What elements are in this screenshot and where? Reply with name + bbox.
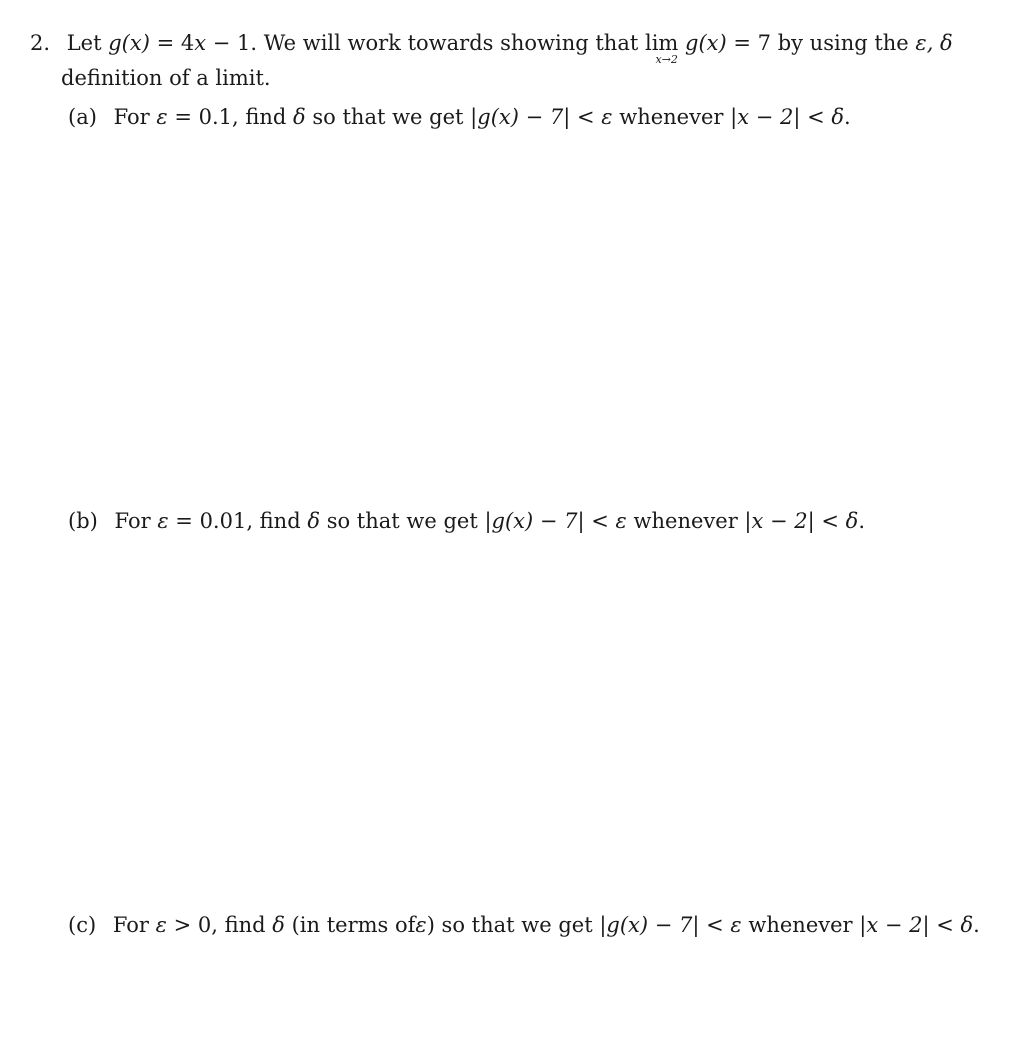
part-text: = 0.1, find: [174, 105, 287, 129]
part-a: [68, 105, 851, 130]
delta-symbol: δ: [307, 509, 320, 533]
part-c: [68, 913, 980, 938]
delta-symbol: δ: [293, 105, 306, 129]
epsilon-symbol: ε: [415, 913, 427, 937]
period: .: [844, 105, 851, 129]
part-text: ) so that we get: [426, 913, 593, 937]
part-label: (c): [68, 913, 97, 937]
function-g-of-x: g(x): [108, 31, 150, 55]
inequality-x: |x − 2| < δ: [730, 105, 845, 129]
period: .: [858, 509, 865, 533]
problem-text: − 1. We will work towards showing that: [212, 31, 639, 55]
part-text: > 0, find: [173, 913, 266, 937]
problem-text: definition of a limit.: [61, 66, 271, 90]
function-definition: = 4: [156, 31, 195, 55]
problem-text: = 7 by using the: [733, 31, 909, 55]
inequality-g: |g(x) − 7| < ε: [484, 509, 627, 533]
part-text: For: [114, 509, 151, 533]
part-text: For: [113, 105, 150, 129]
inequality-x: |x − 2| < δ: [744, 509, 859, 533]
part-text: so that we get: [312, 105, 464, 129]
problem-text: Let: [66, 31, 102, 55]
variable-x: x: [194, 31, 207, 55]
problem-statement-line-1: [30, 31, 953, 66]
part-text: = 0.01, find: [175, 509, 301, 533]
inequality-g: |g(x) − 7| < ε: [599, 913, 742, 937]
part-text: whenever: [619, 105, 724, 129]
function-g-of-x: g(x): [685, 31, 727, 55]
part-text: whenever: [748, 913, 853, 937]
part-text: so that we get: [326, 509, 478, 533]
epsilon-delta-symbols: ε, δ: [915, 31, 953, 55]
part-text: For: [112, 913, 149, 937]
part-b: [68, 509, 865, 534]
part-label: (b): [68, 509, 98, 533]
delta-symbol: δ: [272, 913, 285, 937]
part-text: (in terms of: [291, 913, 416, 937]
limit-subscript: x→2: [655, 53, 678, 66]
limit-label: lim: [644, 31, 679, 55]
problem-statement-line-2: [61, 66, 271, 91]
part-label: (a): [68, 105, 97, 129]
epsilon-symbol: ε: [155, 913, 167, 937]
epsilon-symbol: ε: [156, 105, 168, 129]
inequality-x: |x − 2| < δ: [859, 913, 974, 937]
part-text: whenever: [633, 509, 738, 533]
period: .: [973, 913, 980, 937]
inequality-g: |g(x) − 7| < ε: [470, 105, 613, 129]
epsilon-symbol: ε: [157, 509, 169, 533]
limit-operator: [644, 31, 679, 66]
problem-number: 2.: [30, 31, 51, 55]
